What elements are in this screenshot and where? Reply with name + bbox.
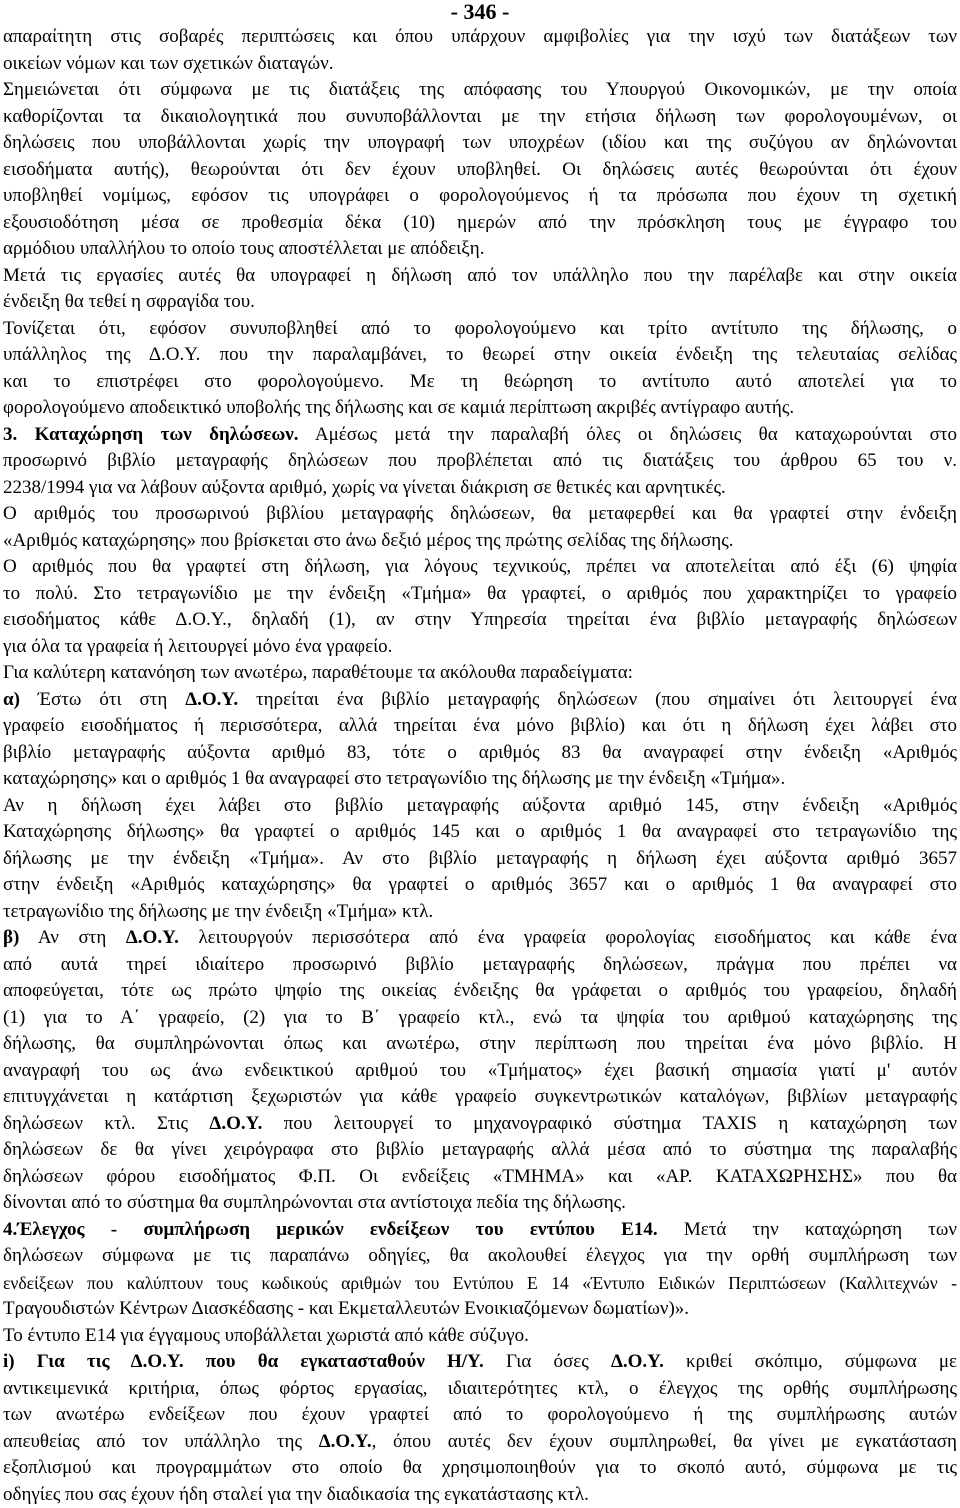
text-line — [3, 369, 957, 396]
text-line — [3, 475, 957, 502]
text-run: δηλώσεων δε θα γίνει χειρόγραφα στο βιβλίο μεταγραφής αλλά μέσα από το σύστημα της παραλαβής — [3, 1139, 957, 1160]
text-run: δηλώσεων κτλ. Στις — [3, 1113, 209, 1134]
text-line — [3, 1031, 957, 1058]
page-number: - 346 - — [3, 0, 957, 24]
text-run: Αν στη — [19, 927, 126, 948]
text-line — [3, 1164, 957, 1191]
text-line — [3, 607, 957, 634]
text-run: οικείων νόμων και των σχετικών διαταγών. — [3, 53, 333, 74]
text-line — [3, 1190, 957, 1217]
text-run: αποφεύγεται, τότε ως πρώτο ψηφίο της οικείας ένδειξης θα γράφεται ο αριθμός του γραφείου, δηλαδή — [3, 980, 957, 1001]
text-line — [3, 77, 957, 104]
text-run: δήλωσης με την ένδειξη «Τμήμα». Αν στο βιβλίο μεταγραφής η δήλωση έχει αύξοντα αριθμό 3657 — [3, 848, 957, 869]
text-run: καταχώρησης» και ο αριθμός 1 θα αναγραφεί στο τετραγωνίδιο της δήλωσης με την ένδειξη «Τμήμα». — [3, 768, 785, 789]
text-run: (1) για το Α΄ γραφείο, (2) για το Β΄ γραφείο κτλ., ενώ τα ψηφία του αριθμού καταχώρησης της — [3, 1007, 957, 1028]
text-run: δηλώσεις που υποβάλλονται χωρίς την υπογραφή των υποχρέων (ιδίου και της συζύγου αν δηλώνονται — [3, 132, 957, 153]
text-run: των ανωτέρω ενδείξεων που έχουν γραφτεί από το φορολογούμενο ή της συμπλήρωσης αυτών — [3, 1404, 957, 1425]
text-run: δίνονται από το σύστημα θα συμπληρώνονται στα αντίστοιχα πεδία της δήλωσης. — [3, 1192, 626, 1213]
text-line — [3, 660, 957, 687]
text-line — [3, 1137, 957, 1164]
text-line — [3, 634, 957, 661]
text-run: απευθείας από τον υπάλληλο της — [3, 1431, 319, 1452]
text-run: τηρείται ένα βιβλίο μεταγραφής δηλώσεων (που σημαίνει ότι λειτουργεί ένα — [238, 689, 957, 710]
text-run: κριθεί σκόπιμο, σύμφωνα με — [664, 1351, 957, 1372]
text-run: καθορίζονται τα δικαιολογητικά που συνυποβάλλονται με την ετήσια δήλωση των φορολογουμένων, οι — [3, 106, 957, 127]
text-line — [3, 1482, 957, 1508]
text-line — [3, 1243, 957, 1270]
bold-text-run: β) — [3, 927, 19, 948]
text-line — [3, 1084, 957, 1111]
text-line — [3, 1376, 957, 1403]
bold-text-run: Δ.Ο.Υ. — [209, 1113, 262, 1134]
text-line — [3, 1323, 957, 1350]
text-run: Αμέσως μετά την παραλαβή όλες οι δηλώσεις θα καταχωρούνται στο — [299, 424, 957, 445]
text-line — [3, 554, 957, 581]
bold-text-run: Δ.Ο.Υ. — [185, 689, 238, 710]
text-run: Για καλύτερη κατανόηση των ανωτέρω, παραθέτουμε τα ακόλουθα παραδείγματα: — [3, 662, 633, 683]
text-line — [3, 740, 957, 767]
text-run: Μετά την καταχώρηση των — [658, 1219, 957, 1240]
text-run: δηλώσεων σύμφωνα με τις παραπάνω οδηγίες, θα ακολουθεί έλεγχος για την ορθή συμπλήρωση των — [3, 1245, 957, 1266]
text-line — [3, 104, 957, 131]
text-line — [3, 448, 957, 475]
text-line — [3, 766, 957, 793]
text-run: υποβληθεί νομίμως, εφόσον τις υπογράφει ο φορολογούμενος ή τα πρόσωπα που έχουν τη σχετική — [3, 185, 957, 206]
text-run: στην ένδειξη «Αριθμός καταχώρησης» θα γραφτεί ο αριθμός 3657 και ο αριθμός 1 θα αναγραφεί στο — [3, 874, 957, 895]
text-run: οδηγίες που σας έχουν ήδη σταλεί για την διαδικασία της εγκατάστασης κτλ. — [3, 1484, 589, 1505]
text-run: Σημειώνεται ότι σύμφωνα με τις διατάξεις της απόφασης του Υπουργού Οικονομικών, με την οποία — [3, 79, 957, 100]
text-line — [3, 1058, 957, 1085]
text-run: «Αριθμός καταχώρησης» που βρίσκεται στο άνω δεξιό μέρος της πρώτης σελίδας της δήλωσης. — [3, 530, 734, 551]
text-line — [3, 236, 957, 263]
text-line — [3, 528, 957, 555]
text-run: βιβλίο μεταγραφής αύξοντα αριθμό 83, τότε ο αριθμός 83 θα αναγραφεί στην ένδειξη «Αριθμός — [3, 742, 957, 763]
text-run: Το έντυπο Ε14 για έγγαμους υποβάλλεται χωριστά από κάθε σύζυγο. — [3, 1325, 529, 1346]
text-run: Καταχώρησης δήλωσης» θα γραφτεί ο αριθμός 145 και ο αριθμός 1 θα αναγραφεί στο τετραγωνίδιο της — [3, 821, 957, 842]
text-line — [3, 872, 957, 899]
bold-text-run: Δ.Ο.Υ. — [126, 927, 179, 948]
text-run: δήλωσης, θα συμπληρώνονται όπως και ανωτέρω, στην περίπτωση που τηρείται ένα μόνο βιβλίο. Η — [3, 1033, 957, 1054]
text-run: λειτουργούν περισσότερα από ένα γραφεία φορολογίας εισοδήματος και κάθε ένα — [179, 927, 957, 948]
text-line — [3, 210, 957, 237]
text-run: απαραίτητη στις σοβαρές περιπτώσεις και όπου υπάρχουν αμφιβολίες για την ισχύ των διατάξεων των — [3, 26, 957, 47]
text-run: Αν η δήλωση έχει λάβει στο βιβλίο μεταγραφής αύξοντα αριθμό 145, στην ένδειξη «Αριθμός — [3, 795, 957, 816]
text-run: Έστω ότι στη — [20, 689, 185, 710]
text-line — [3, 978, 957, 1005]
text-run: αντικειμενικά κριτήρια, όπως φόρτος εργασίας, ιδιαιτερότητες κτλ, ο έλεγχος της ορθής συμπλήρωσης — [3, 1378, 957, 1399]
text-run: Μετά τις εργασίες αυτές θα υπογραφεί η δήλωση από τον υπάλληλο που την παρέλαβε και στην οικεία — [3, 265, 957, 286]
text-line — [3, 316, 957, 343]
text-run: Ο αριθμός που θα γραφτεί στη δήλωση, για λόγους τεχνικούς, πρέπει να αποτελείται από έξι (6) ψηφία — [3, 556, 957, 577]
text-run: Τραγουδιστών Κέντρων Διασκέδασης - και Εκμεταλλευτών Ενοικιαζόμενων δωματίων)». — [3, 1298, 689, 1319]
text-run: Για όσες — [484, 1351, 611, 1372]
text-run: ένδειξη θα τεθεί η σφραγίδα του. — [3, 291, 255, 312]
bold-text-run: i) Για τις Δ.Ο.Υ. που θα εγκατασταθούν Η/Υ. — [3, 1351, 484, 1372]
text-run: και το επιστρέφει στο φορολογούμενο. Με τη θεώρηση το αντίτυπο αυτό αποτελεί για το — [3, 371, 957, 392]
text-line — [3, 183, 957, 210]
text-run: που λειτουργεί το μηχανογραφικό σύστημα TAXIS η καταχώρηση των — [262, 1113, 957, 1134]
text-run: αρμόδιου υπαλλήλου το οποίο τους αποστέλλεται με απόδειξη. — [3, 238, 484, 259]
text-line — [3, 687, 957, 714]
bold-text-run: 3. Καταχώρηση των δηλώσεων. — [3, 424, 299, 445]
bold-text-run: 4.Έλεγχος - συμπλήρωση μερικών ενδείξεων του εντύπου Ε14. — [3, 1219, 658, 1240]
document-body — [3, 24, 957, 1508]
text-line — [3, 899, 957, 926]
bold-text-run: α) — [3, 689, 20, 710]
text-line — [3, 342, 957, 369]
text-line — [3, 846, 957, 873]
text-run: φορολογούμενο αποδεικτικό υποβολής της δήλωσης και σε καμιά περίπτωση ακριβές αντίγραφο αυτής. — [3, 397, 794, 418]
text-run: δηλώσεων φόρου εισοδήματος Φ.Π. Οι ενδείξεις «ΤΜΗΜΑ» και «ΑΡ. ΚΑΤΑΧΩΡΗΣΗΣ» που θα — [3, 1166, 957, 1187]
text-line — [3, 501, 957, 528]
text-line — [3, 1270, 957, 1297]
text-run: για όλα τα γραφεία ή λειτουργεί μόνο ένα γραφείο. — [3, 636, 392, 657]
text-line — [3, 581, 957, 608]
text-line — [3, 157, 957, 184]
bold-text-run: Δ.Ο.Υ. — [611, 1351, 664, 1372]
text-run: το πολύ. Στο τετραγωνίδιο με την ένδειξη «Τμήμα» θα γραφτεί, ο αριθμός που χαρακτηρίζει το γραφείο — [3, 583, 957, 604]
text-line — [3, 1111, 957, 1138]
text-line — [3, 1455, 957, 1482]
text-line — [3, 130, 957, 157]
text-line — [3, 289, 957, 316]
text-line — [3, 793, 957, 820]
text-line — [3, 51, 957, 78]
text-run: τετραγωνίδιο της δήλωσης με την ένδειξη «Τμήμα» κτλ. — [3, 901, 433, 922]
text-run: από αυτά τηρεί ιδιαίτερο προσωρινό βιβλίο μεταγραφής δηλώσεων, πράγμα που πρέπει να — [3, 954, 957, 975]
text-run: Τονίζεται ότι, εφόσον συνυποβληθεί από το φορολογούμενο και τρίτο αντίτυπο της δήλωσης, ο — [3, 318, 957, 339]
text-run: επιτυγχάνεται η κατάρτιση ξεχωριστών για κάθε γραφείο συγκεντρωτικών καταλόγων, βιβλίων μεταγραφής — [3, 1086, 957, 1107]
text-line — [3, 952, 957, 979]
text-run: 2238/1994 για να λάβουν αύξοντα αριθμό, χωρίς να γίνεται διάκριση σε θετικές και αρνητικές. — [3, 477, 726, 498]
text-run: προσωρινό βιβλίο μεταγραφής δηλώσεων που προβλέπεται από τις διατάξεις του άρθρου 65 του ν. — [3, 450, 957, 471]
text-line — [3, 1217, 957, 1244]
text-line — [3, 1296, 957, 1323]
text-run: αναγραφή του ως άνω ενδεικτικού αριθμού του «Τμήματος» έχει βασική σημασία γιατί μ' αυτόν — [3, 1060, 957, 1081]
text-line — [3, 819, 957, 846]
text-run: ενδείξεων που καλύπτουν τους κωδικούς αριθμών του Εντύπου Ε 14 «Έντυπο Ειδικών Περιπτώσεων (Καλλιτεχνών - — [3, 1273, 957, 1293]
text-line — [3, 263, 957, 290]
text-line — [3, 422, 957, 449]
text-line — [3, 713, 957, 740]
text-line — [3, 24, 957, 51]
text-run: εξουσιοδότηση μέσα σε προθεσμία δέκα (10) ημερών από την πρόσκληση τους με έγγραφο του — [3, 212, 957, 233]
text-line — [3, 1005, 957, 1032]
text-run: γραφείο εισοδήματος ή περισσότερα, αλλά τηρείται ένα μόνο βιβλίο) και ότι η δήλωση έχει λάβει στο — [3, 715, 957, 736]
text-line — [3, 1349, 957, 1376]
text-run: , όπου αυτές δεν έχουν συμπληρωθεί, θα γίνει με εγκατάσταση — [372, 1431, 957, 1452]
text-line — [3, 395, 957, 422]
text-run: εισοδήματα αυτής), θεωρούνται ότι δεν έχουν υποβληθεί. Οι δηλώσεις αυτές θεωρούνται ότι έχουν — [3, 159, 957, 180]
text-run: εισοδήματος κάθε Δ.Ο.Υ., δηλαδή (1), αν στην Υπηρεσία τηρείται ένα βιβλίο μεταγραφής δηλώσεων — [3, 609, 957, 630]
text-line — [3, 1402, 957, 1429]
text-run: Ο αριθμός του προσωρινού βιβλίου μεταγραφής δηλώσεων, θα μεταφερθεί και θα γραφτεί στην ένδειξη — [3, 503, 957, 524]
bold-text-run: Δ.Ο.Υ. — [319, 1431, 372, 1452]
text-line — [3, 925, 957, 952]
text-run: εξοπλισμού και προγραμμάτων στο οποίο θα χρησιμοποιηθούν για το σκοπό αυτό, σύμφωνα με τις — [3, 1457, 957, 1478]
text-line — [3, 1429, 957, 1456]
text-run: υπάλληλος της Δ.Ο.Υ. που την παραλαμβάνει, το θεωρεί στην οικεία ένδειξη της τελευταίας σελίδας — [3, 344, 957, 365]
